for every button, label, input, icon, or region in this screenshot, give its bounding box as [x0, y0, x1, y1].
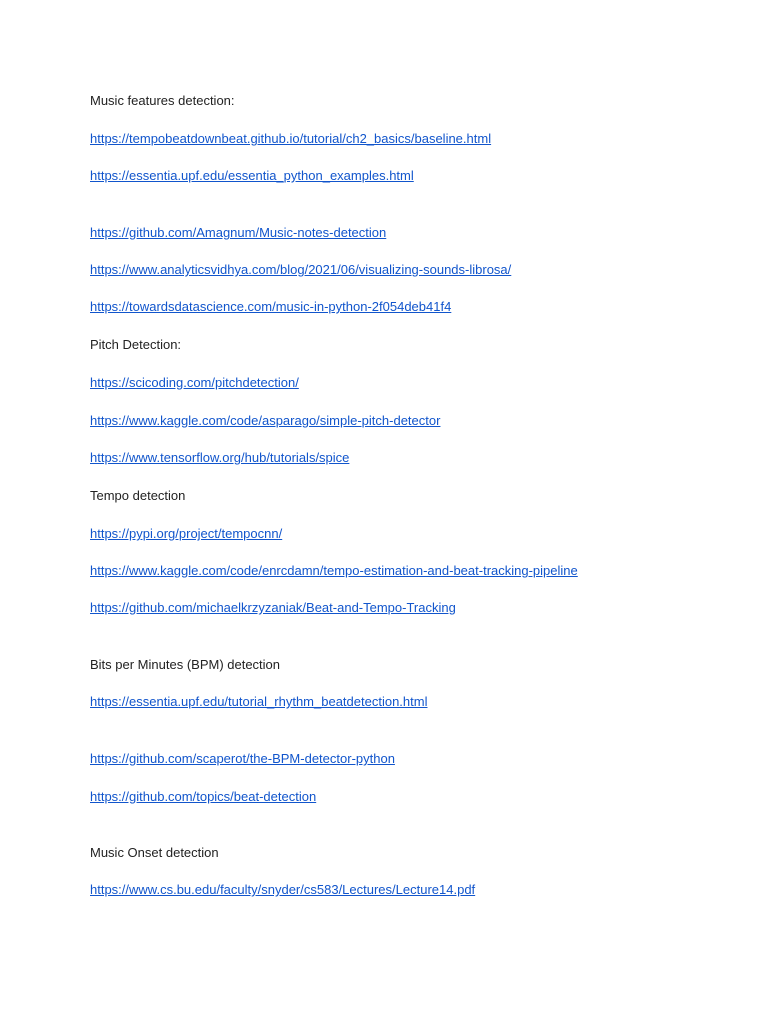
heading-onset-detection: Music Onset detection — [90, 845, 219, 860]
link-scicoding[interactable]: https://scicoding.com/pitchdetection/ — [90, 375, 299, 390]
link-bpm-detector-python[interactable]: https://github.com/scaperot/the-BPM-detector-python — [90, 751, 395, 766]
heading-music-features: Music features detection: — [90, 93, 235, 108]
link-amagnum-music-notes[interactable]: https://github.com/Amagnum/Music-notes-detection — [90, 225, 387, 240]
link-kaggle-pitch-detector[interactable]: https://www.kaggle.com/code/asparago/simple-pitch-detector — [90, 413, 441, 428]
link-beat-and-tempo-tracking[interactable]: https://github.com/michaelkrzyzaniak/Beat-and-Tempo-Tracking — [90, 600, 456, 615]
link-tensorflow-spice[interactable]: https://www.tensorflow.org/hub/tutorials/spice — [90, 450, 350, 465]
heading-pitch-detection: Pitch Detection: — [90, 337, 182, 352]
heading-bpm-detection: Bits per Minutes (BPM) detection — [90, 657, 281, 672]
link-tempobeatdownbeat[interactable]: https://tempobeatdownbeat.github.io/tutorial/ch2_basics/baseline.html — [90, 131, 492, 146]
link-github-beat-detection[interactable]: https://github.com/topics/beat-detection — [90, 789, 317, 804]
link-towardsdatascience[interactable]: https://towardsdatascience.com/music-in-python-2f054deb41f4 — [90, 299, 452, 314]
link-essentia-python-examples[interactable]: https://essentia.upf.edu/essentia_python_examples.html — [90, 168, 414, 183]
link-essentia-beatdetection[interactable]: https://essentia.upf.edu/tutorial_rhythm_beatdetection.html — [90, 694, 428, 709]
heading-tempo-detection: Tempo detection — [90, 488, 186, 503]
link-bu-lecture14[interactable]: https://www.cs.bu.edu/faculty/snyder/cs583/Lectures/Lecture14.pdf — [90, 882, 476, 897]
link-analyticsvidhya[interactable]: https://www.analyticsvidhya.com/blog/2021/06/visualizing-sounds-librosa/ — [90, 262, 512, 277]
link-pypi-tempocnn[interactable]: https://pypi.org/project/tempocnn/ — [90, 526, 283, 541]
link-kaggle-tempo-estimation[interactable]: https://www.kaggle.com/code/enrcdamn/tempo-estimation-and-beat-tracking-pipeline — [90, 563, 578, 578]
